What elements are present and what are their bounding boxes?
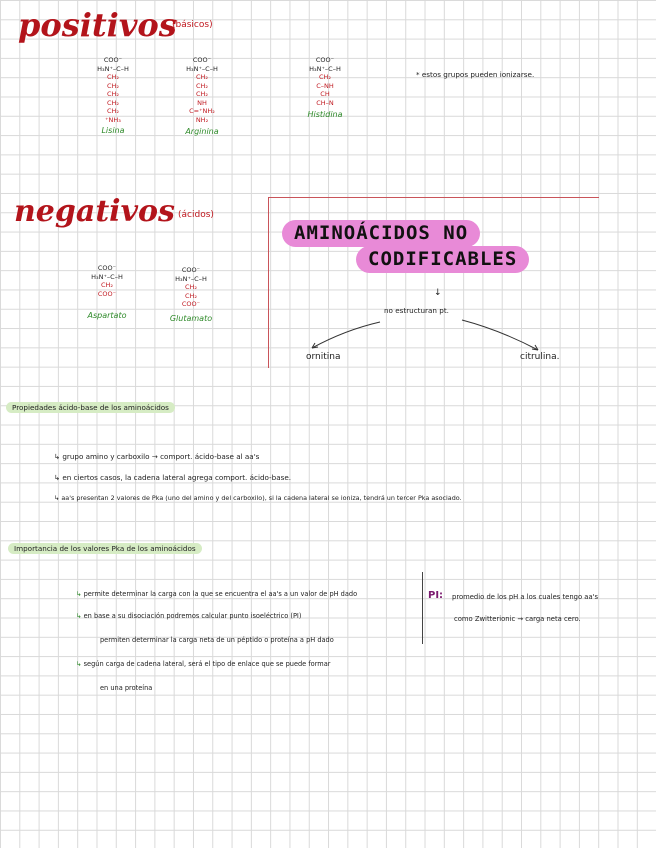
glutamato-line: COO⁻ (181, 300, 201, 308)
lisina-line: CH₂ (106, 90, 120, 98)
positivos-title: positivos (18, 6, 177, 44)
arginina-line: NH₂ (195, 115, 209, 124)
histidina-line: H₃N⁺–C–H (309, 64, 341, 73)
pi-label: PI: (428, 590, 444, 601)
aspartato-line: H₃N⁺–C–H (91, 272, 123, 281)
lisina-line: CH₂ (106, 98, 120, 107)
bullet-arrow-icon: ↳ (54, 494, 62, 502)
lisina-line: H₃N⁺–C–H (97, 64, 129, 73)
pi-divider (422, 572, 423, 644)
ornitina-label: ornitina (306, 352, 341, 362)
bullet-arrow-icon: ↳ (76, 590, 84, 598)
section2-bullet: ↳ permite determinar la carga con la que se encuentra el aa's a un valor de pH dado (76, 590, 358, 598)
histidina-line: C–NH (316, 81, 334, 90)
arginina-line: COO⁻ (192, 56, 212, 64)
banner-line-2: CODIFICABLES (356, 246, 529, 273)
glutamato-line: CH₂ (184, 291, 198, 300)
section2-bullet: en una proteína (100, 684, 153, 692)
aspartato-line: COO⁻ (97, 264, 117, 272)
pi-line-1: promedio de los pH a los cuales tengo aa's (452, 593, 599, 601)
lisina-line: ⁺NH₃ (105, 115, 121, 124)
positivos-subtitle: (básicos) (172, 20, 213, 30)
bullet-arrow-icon: ↳ (54, 452, 63, 461)
section2-bullet: ↳ según carga de cadena lateral, será el tipo de enlace que se puede formar (76, 660, 331, 668)
histidina-line: CH (320, 90, 330, 98)
arginina-line: CH₂ (195, 81, 209, 90)
section1-bullet: ↳ en ciertos casos, la cadena lateral agrega comport. ácido-base. (54, 473, 292, 482)
lisina-line: CH₂ (106, 107, 120, 115)
negativos-subtitle: (ácidos) (178, 210, 214, 220)
histidina-line: CH₂ (318, 73, 332, 81)
arginina-line: C=⁺NH₂ (189, 107, 215, 115)
histidina-line: COO⁻ (315, 56, 335, 64)
lisina-name: Lisina (101, 126, 125, 135)
aspartato-line: CH₂ (100, 281, 114, 289)
arginina-line: CH₂ (195, 73, 209, 81)
arrow-down-icon: ↓ (434, 288, 442, 298)
lisina-line: COO⁻ (103, 56, 123, 64)
aspartato-line: COO⁻ (97, 289, 117, 298)
arginina-line: NH (197, 98, 207, 107)
glutamato-name: Glutamato (169, 313, 213, 323)
negativos-title: negativos (14, 194, 175, 229)
lisina-line: CH₂ (106, 73, 120, 81)
section1-bullet: ↳ aa's presentan 2 valores de Pka (uno del amino y del carboxilo), si la cadena lateral se ioniza, tendrá un tercer Pka asociado. (54, 494, 462, 502)
aspartato-name: Aspartato (87, 311, 127, 320)
glutamato-line: COO⁻ (181, 266, 201, 274)
citrulina-label: citrulina. (520, 352, 560, 362)
arginina-line: H₃N⁺–C–H (186, 64, 218, 73)
section1-heading: Propiedades ácido-base de los aminoácidos (6, 402, 175, 413)
banner-line-1: AMINOÁCIDOS NO (282, 220, 480, 247)
bullet-arrow-icon: ↳ (54, 473, 63, 482)
arginina-line: CH₂ (195, 90, 209, 98)
no-estructuran-note: no estructuran pt. (384, 306, 449, 315)
lisina-line: CH₂ (106, 81, 120, 90)
bullet-arrow-icon: ↳ (76, 612, 84, 620)
histidina-name: Histidina (307, 110, 343, 119)
section2-heading: Importancia de los valores Pka de los aminoácidos (8, 543, 202, 554)
histidina-line: CH–N (316, 98, 334, 107)
bullet-arrow-icon: ↳ (76, 660, 84, 668)
section2-bullet: permiten determinar la carga neta de un péptido o proteína a pH dado (100, 636, 334, 644)
ionize-note: * estos grupos pueden ionizarse. (416, 70, 535, 79)
glutamato-line: CH₂ (184, 283, 198, 291)
section1-bullet: ↳ grupo amino y carboxilo → comport. ácido-base al aa's (54, 452, 260, 461)
pi-line-2: como Zwitterionic → carga neta cero. (454, 615, 581, 623)
section2-bullet: ↳ en base a su disociación podremos calcular punto isoeléctrico (PI) (76, 612, 302, 620)
arginina-name: Arginina (185, 127, 219, 136)
glutamato-line: H₃N⁺–C–H (175, 274, 207, 283)
